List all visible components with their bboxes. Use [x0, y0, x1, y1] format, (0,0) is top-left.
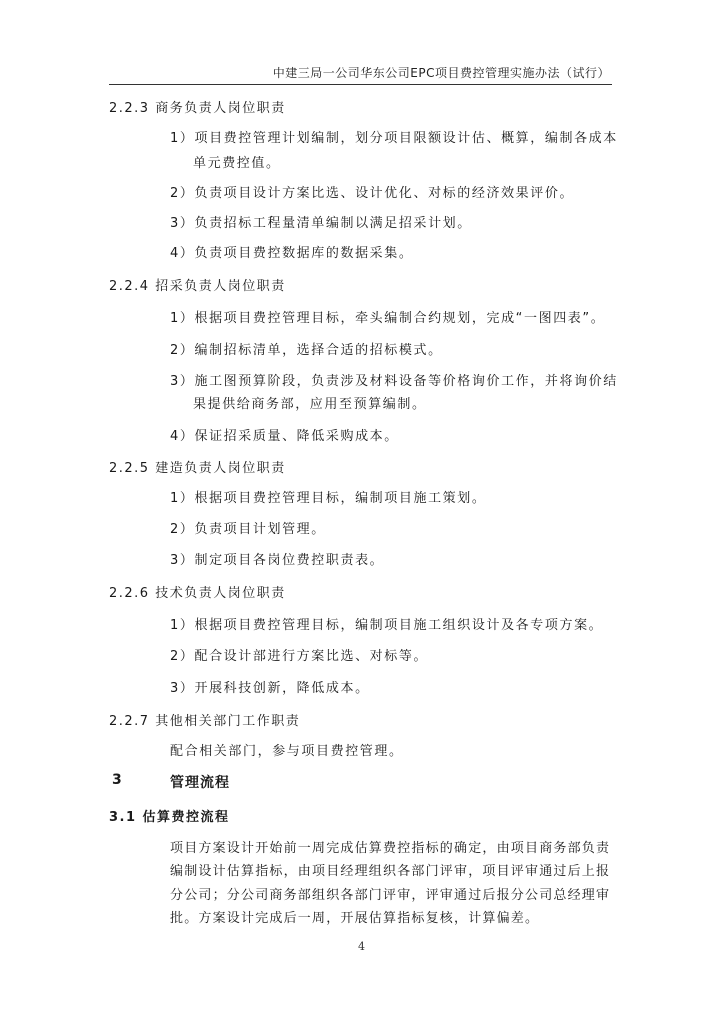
section-heading-2-2-6: 2.2.6 技术负责人岗位职责	[109, 586, 286, 601]
list-item: 4）负责项目费控数据库的数据采集。	[170, 246, 414, 261]
chapter-title: 管理流程	[170, 775, 230, 791]
list-item: 1）根据项目费控管理目标，牵头编制合约规划，完成“一图四表”。	[170, 311, 606, 326]
list-item: 3）开展科技创新，降低成本。	[170, 681, 370, 696]
list-item: 3）施工图预算阶段，负责涉及材料设备等价格询价工作，并将询价结	[170, 374, 618, 389]
section-heading-2-2-5: 2.2.5 建造负责人岗位职责	[109, 461, 286, 476]
list-item: 3）负责招标工程量清单编制以满足招采计划。	[170, 216, 472, 231]
paragraph: 配合相关部门，参与项目费控管理。	[170, 744, 404, 759]
paragraph-line: 分公司；分公司商务部组织各部门评审，评审通过后报分公司总经理审	[170, 888, 611, 903]
list-item: 2）负责项目设计方案比选、设计优化、对标的经济效果评价。	[170, 186, 575, 201]
list-item-continuation: 单元费控值。	[193, 156, 281, 171]
section-heading-2-2-4: 2.2.4 招采负责人岗位职责	[109, 279, 286, 294]
list-item: 1）根据项目费控管理目标，编制项目施工策划。	[170, 491, 487, 506]
list-item: 2）配合设计部进行方案比选、对标等。	[170, 649, 429, 664]
page-number: 4	[358, 940, 365, 953]
list-item-continuation: 果提供给商务部，应用至预算编制。	[193, 397, 427, 412]
list-item: 4）保证招采质量、降低采购成本。	[170, 429, 399, 444]
section-heading-3-1: 3.1 估算费控流程	[109, 810, 230, 825]
list-item: 1）项目费控管理计划编制，划分项目限额设计估、概算，编制各成本	[170, 131, 618, 146]
list-item: 3）制定项目各岗位费控职责表。	[170, 553, 385, 568]
list-item: 1）根据项目费控管理目标，编制项目施工组织设计及各专项方案。	[170, 618, 604, 633]
list-item: 2）负责项目计划管理。	[170, 522, 326, 537]
paragraph-line: 项目方案设计开始前一周完成估算费控指标的确定，由项目商务部负责	[170, 841, 611, 856]
section-heading-2-2-3: 2.2.3 商务负责人岗位职责	[109, 101, 286, 116]
paragraph-line: 编制设计估算指标，由项目经理组织各部门评审，项目评审通过后上报	[170, 864, 611, 879]
section-heading-2-2-7: 2.2.7 其他相关部门工作职责	[109, 714, 301, 729]
header-rule	[109, 84, 612, 85]
list-item: 2）编制招标清单，选择合适的招标模式。	[170, 343, 443, 358]
running-header: 中建三局一公司华东公司EPC项目费控管理实施办法（试行）	[272, 66, 610, 80]
paragraph-line: 批。方案设计完成后一周，开展估算指标复核，计算偏差。	[170, 911, 540, 926]
chapter-number: 3	[112, 772, 122, 788]
